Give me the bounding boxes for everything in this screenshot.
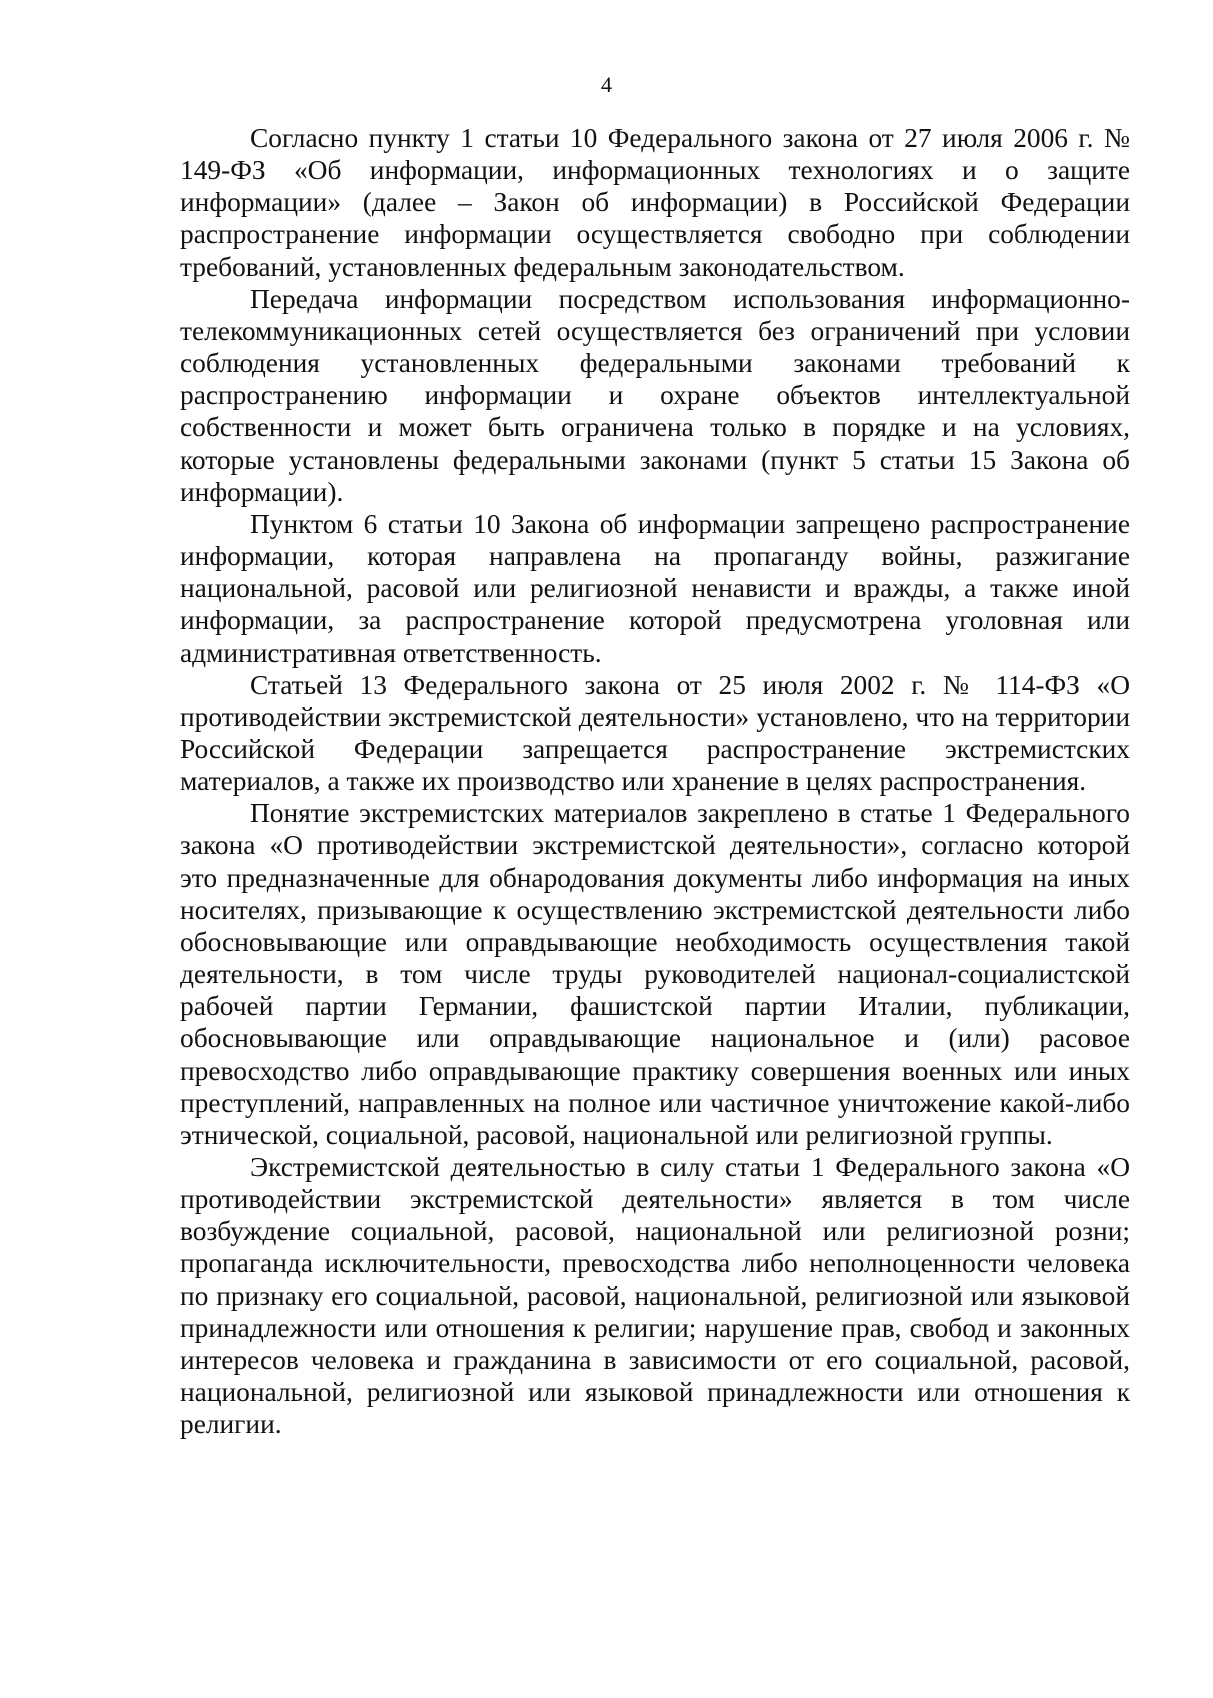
document-body [180, 122, 1130, 1440]
paragraph-information-freedom: Согласно пункту 1 статьи 10 Федерального закона от 27 июля 2006 г. № 149-ФЗ «Об информации, информационных технологиях и о защите информации» (далее – Закон об информации) в Российской Федерации распространение информации осуществляется свободно при соблюдении требований, установленных федеральным законодательством. [180, 123, 1130, 282]
paragraph-telecom-networks: Передача информации посредством использования информационно-телекоммуникационных сетей осуществляется без ограничений при условии соблюдения установленных федеральными законами требований к распространению информации и охране объектов интеллектуальной собственности и может быть ограничена только в порядке и на условиях, которые установлены федеральными законами (пункт 5 статьи 15 Закона об информации). [180, 283, 1130, 507]
page-number: 4 [601, 72, 612, 97]
paragraph-extremist-activity-definition: Экстремистской деятельностью в силу статьи 1 Федерального закона «О противодействии экстремистской деятельности» является в том числе возбуждение социальной, расовой, национальной или религиозной розни; пропаганда исключительности, превосходства либо неполноценности человека по признаку его социальной, расовой, национальной, религиозной или языковой принадлежности или отношения к религии; нарушение прав, свобод и законных интересов человека и гражданина в зависимости от его социальной, расовой, национальной, религиозной или языковой принадлежности или отношения к религии. [180, 1152, 1130, 1440]
paragraph-extremist-materials-ban: Статьей 13 Федерального закона от 25 июля 2002 г. № 114-ФЗ «О противодействии экстремистской деятельности» установлено, что на территории Российской Федерации запрещается распространение экстремистских материалов, а также их производство или хранение в целях распространения. [180, 669, 1130, 797]
paragraph-extremist-materials-definition: Понятие экстремистских материалов закреплено в статье 1 Федерального закона «О противодействии экстремистской деятельности», согласно которой это предназначенные для обнародования документы либо информация на иных носителях, призывающие к осуществлению экстремистской деятельности либо обосновывающие или оправдывающие необходимость осуществления такой деятельности, в том числе труды руководителей национал-социалистской рабочей партии Германии, фашистской партии Италии, публикации, обосновывающие или оправдывающие национальное и (или) расовое превосходство либо оправдывающие практику совершения военных или иных преступлений, направленных на полное или частичное уничтожение какой-либо этнической, социальной, расовой, национальной или религиозной группы. [180, 798, 1130, 1150]
paragraph-prohibited-information: Пунктом 6 статьи 10 Закона об информации запрещено распространение информации, которая направлена на пропаганду войны, разжигание национальной, расовой или религиозной ненависти и вражды, а также иной информации, за распространение которой предусмотрена уголовная или административная ответственность. [180, 508, 1130, 668]
